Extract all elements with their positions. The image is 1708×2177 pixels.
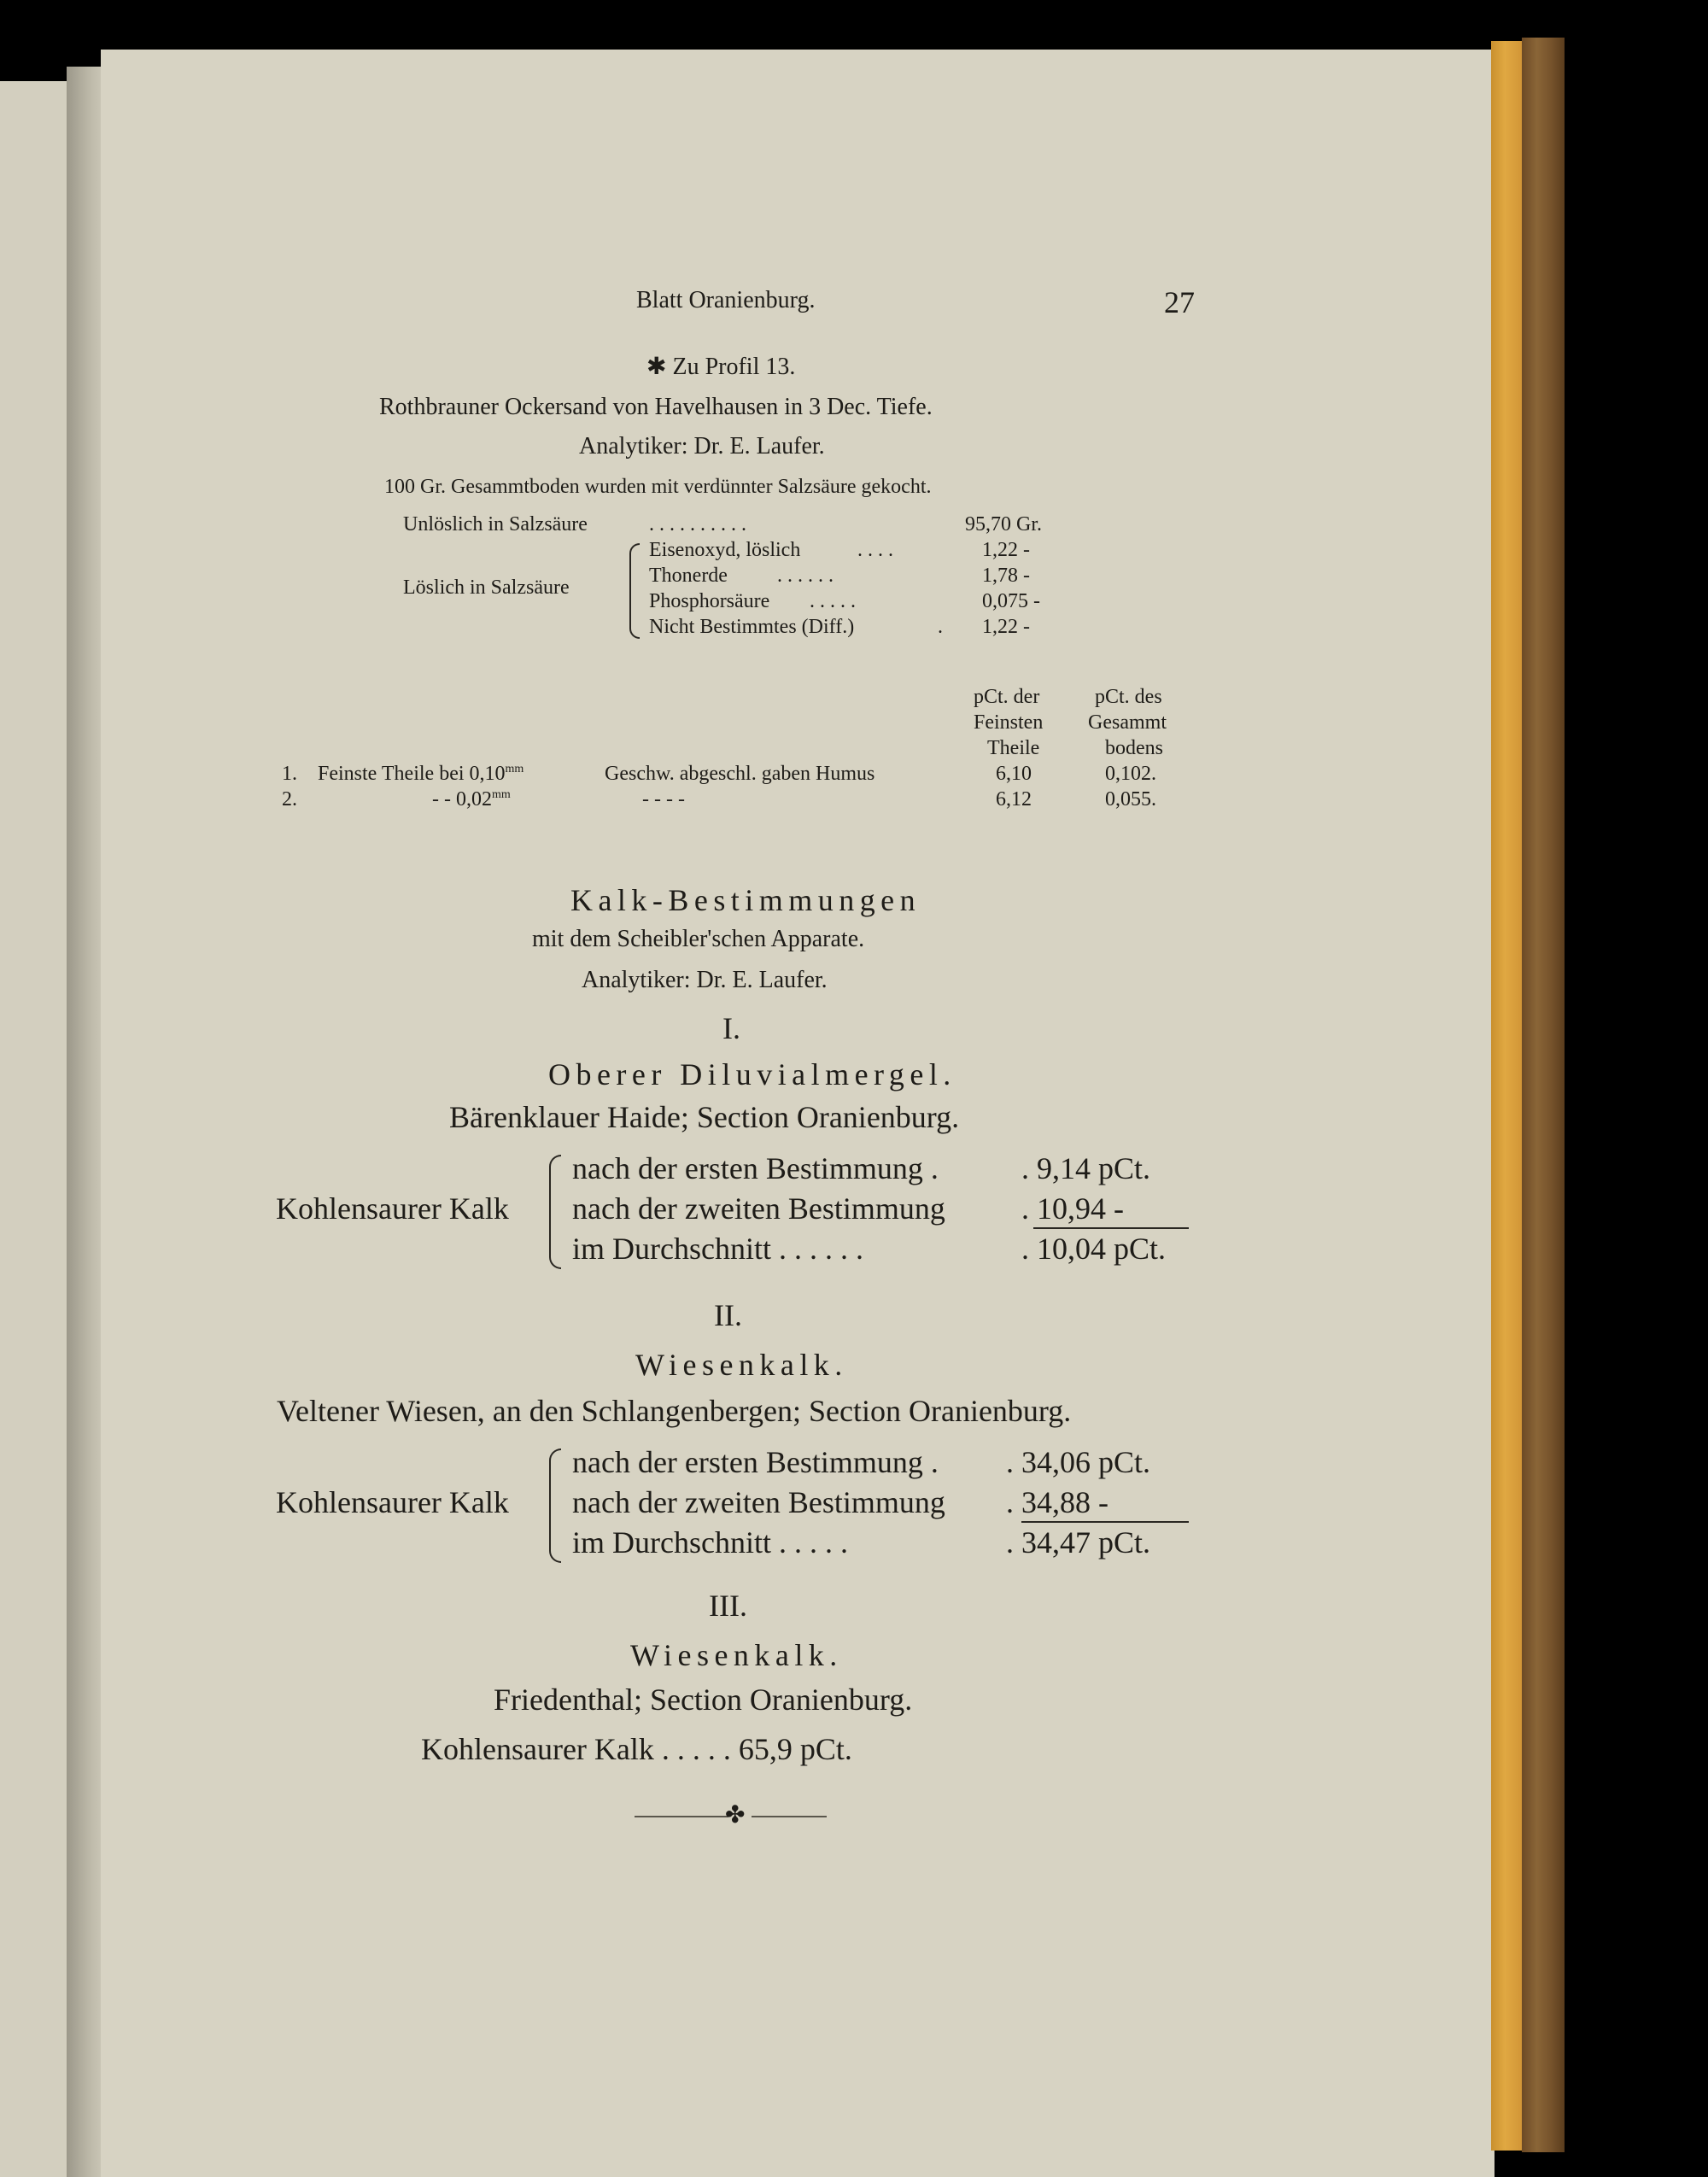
section-result: Kohlensaurer Kalk . . . . . 65,9 pCt. [421,1732,852,1766]
kalk-subtitle: mit dem Scheibler'schen Apparate. [532,926,865,952]
fine-col2-header: bodens [1105,737,1163,759]
kalk-label: Kohlensaurer Kalk [276,1191,509,1226]
ornament-icon: ✤ [725,1802,746,1829]
section-numeral: III. [709,1589,747,1623]
kalk-row-text: im Durchschnitt . . . . . . [572,1232,863,1266]
section-location: Bärenklauer Haide; Section Oranienburg. [449,1100,960,1134]
kalk-label: Kohlensaurer Kalk [276,1485,509,1519]
soluble-item-dots: . [938,616,943,638]
soluble-item-label: Nicht Bestimmtes (Diff.) [649,616,855,638]
soluble-item-value: 0,075 - [982,590,1040,612]
fine-row-rest: - - - - [642,788,685,811]
fine-col1-header: Feinsten [974,711,1044,734]
kalk-row-text: nach der ersten Bestimmung . [572,1445,939,1479]
sum-rule [1021,1521,1189,1523]
running-head-title: Blatt Oranienburg. [636,287,816,313]
kalk-row-text: nach der zweiten Bestimmung [572,1191,945,1226]
fine-col2-header: Gesammt [1088,711,1167,734]
soluble-group-label: Löslich in Salzsäure [403,576,570,599]
ornament-line [635,1816,728,1817]
fine-row-rest: Geschw. abgeschl. gaben Humus [605,763,875,785]
kalk-analyst: Analytiker: Dr. E. Laufer. [582,967,828,993]
kalk-row-value: . 34,47 pCt. [1006,1525,1151,1560]
soluble-item-label: Eisenoxyd, löslich [649,539,801,561]
insoluble-value: 95,70 Gr. [965,513,1042,535]
section-name: Wiesenkalk. [635,1348,848,1382]
profile-title: Rothbrauner Ockersand von Havelhausen in 3 Dec. Tiefe. [379,394,933,420]
kalk-row-value: . 34,88 - [1006,1485,1108,1519]
fine-row-value: 0,102. [1105,763,1156,785]
kalk-row-value: . 9,14 pCt. [1021,1151,1151,1185]
kalk-row-value: . 10,04 pCt. [1021,1232,1167,1266]
ornament-line [752,1816,827,1817]
soluble-item-dots: . . . . . . [777,565,834,587]
fine-row-number: 1. [282,763,297,785]
fine-row-value: 6,10 [996,763,1032,785]
kalk-row-text: im Durchschnitt . . . . . [572,1525,848,1560]
profile-heading: ✱ Zu Profil 13. [646,354,796,380]
fine-col2-header: pCt. des [1095,686,1162,708]
page-number: 27 [1164,285,1195,319]
section-name: Wiesenkalk. [630,1638,843,1672]
section-name: Oberer Diluvialmergel. [548,1057,956,1091]
profile-analyst: Analytiker: Dr. E. Laufer. [579,433,825,459]
soluble-brace [629,543,640,639]
section-location: Friedenthal; Section Oranienburg. [494,1682,913,1717]
kalk-title: Kalk-Bestimmungen [570,883,921,917]
fine-row-number: 2. [282,788,297,811]
fine-col1-header: Theile [987,737,1040,759]
insoluble-dots: . . . . . . . . . . [649,513,746,535]
facing-page-edge [0,81,67,2177]
book-cover-edge [1522,38,1565,2152]
sum-rule [1033,1227,1189,1229]
soluble-item-dots: . . . . [857,539,893,561]
section-numeral: I. [722,1011,740,1045]
soluble-item-label: Thonerde [649,565,728,587]
insoluble-label: Unlöslich in Salzsäure [403,513,588,535]
page-block-edge [1491,41,1522,2151]
soluble-item-value: 1,78 - [982,565,1030,587]
fine-row-value: 0,055. [1105,788,1156,811]
kalk-row-text: nach der ersten Bestimmung . [572,1151,939,1185]
fine-row-text: - - $0,02^{mm}$ [432,788,511,811]
kalk-row-value: . 34,06 pCt. [1006,1445,1151,1479]
fine-row-text: Feinste Theile bei $0,10^{mm}$ [318,763,524,785]
soluble-item-label: Phosphorsäure [649,590,770,612]
kalk-row-value: . 10,94 - [1021,1191,1124,1226]
fine-col1-header: pCt. der [974,686,1040,708]
analysis-intro: 100 Gr. Gesammtboden wurden mit verdünnter Salzsäure gekocht. [384,476,932,498]
soluble-item-value: 1,22 - [982,539,1030,561]
kalk-brace [549,1448,561,1563]
kalk-brace [549,1155,561,1269]
soluble-item-value: 1,22 - [982,616,1030,638]
section-numeral: II. [714,1298,742,1332]
soluble-item-dots: . . . . . [810,590,856,612]
section-location: Veltener Wiesen, an den Schlangenbergen; Section Oranienburg. [277,1394,1072,1428]
fine-row-value: 6,12 [996,788,1032,811]
kalk-row-text: nach der zweiten Bestimmung [572,1485,945,1519]
